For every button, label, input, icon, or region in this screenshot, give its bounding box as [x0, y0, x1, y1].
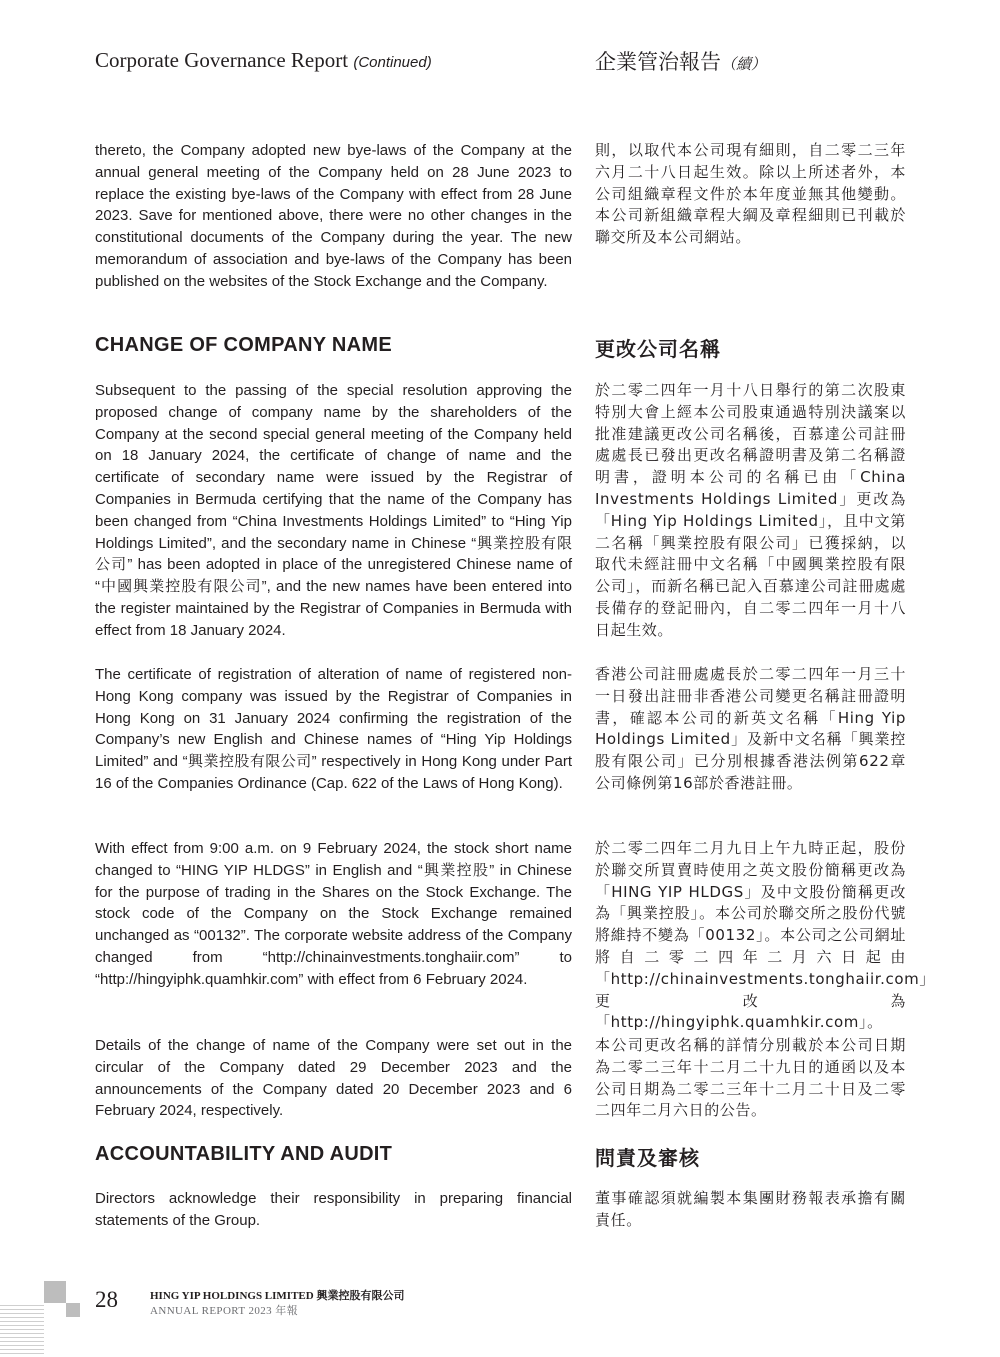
section-heading-name-change-zh: 更改公司名稱 [595, 337, 721, 361]
header-continued-en: (Continued) [353, 54, 432, 71]
name-change-paragraph-3-en: With effect from 9:00 a.m. on 9 February 2024, the stock short name changed to “HING YIP HLDGS” in English and “興業控股” in Chinese for the purpose of trading in the Shares on the Stock Exchange. The stock code of the Company on the Stock Exchange remained unchanged as “00132”. The corporate website address of the Company changed from “http://chinainvestments.tonghaiir.com” to “http://hingyiphk.quamhkir.com” with effect from 6 February 2024. [95, 840, 572, 988]
name-change-paragraph-4-en: Details of the change of name of the Company were set out in the circular of the Company dated 29 December 2023 and the announcements of the Company dated 20 December 2023 and 6 February 2024, respectively. [95, 1037, 572, 1120]
running-header-zh [595, 46, 766, 76]
header-title-en: Corporate Governance Report [95, 48, 349, 72]
section-heading-name-change-en: CHANGE OF COMPANY NAME [95, 334, 392, 356]
name-change-paragraph-2-en: The certificate of registration of alteration of name of registered non-Hong Kong company was issued by the Registrar of Companies in Hong Kong on 31 January 2024 confirming the registration of the Company’s new English and Chinese names of “Hing Yip Holdings Limited” and “興業控股有限公司” respectively in Hong Kong under Part 16 of the Companies Ordinance (Cap. 622 of the Laws of Hong Kong). [95, 666, 572, 792]
header-title-zh: 企業管治報告 [595, 50, 721, 74]
footer-annual-report: ANNUAL REPORT 2023 年報 [150, 1305, 298, 1317]
running-header-en [95, 48, 432, 73]
name-change-paragraph-3-zh: 於二零二四年二月九日上午九時正起，股份於聯交所買賣時使用之英文股份簡稱更改為「HING YIP HLDGS」及中文股份簡稱更改為「興業控股」。本公司於聯交所之股份代號將維持不變為「00132」。本公司之公司網址將自二零二四年二月六日起由「http://chinainvestments.tonghaiir.com」更改為「http://hingyiphk.quamhkir.com」。 [595, 839, 935, 1032]
section-heading-audit-zh: 問責及審核 [595, 1146, 700, 1170]
footer-stripe-decoration [0, 1305, 44, 1357]
name-change-paragraph-4-zh: 本公司更改名稱的詳情分別載於本公司日期為二零二三年十二月二十九日的通函以及本公司日期為二零二三年十二月二十日及二零二四年二月六日的公告。 [595, 1036, 906, 1120]
footer-company-name: HING YIP HOLDINGS LIMITED 興業控股有限公司 [150, 1290, 405, 1302]
page-number: 28 [95, 1287, 118, 1312]
name-change-paragraph-1-zh: 於二零二四年一月十八日舉行的第二次股東特別大會上經本公司股東通過特別決議案以批准建議更改公司名稱後，百慕達公司註冊處處長已發出更改名稱證明書及第二名稱證明書，證明本公司的名稱已由「China Investments Holdings Limited」更改為「Hing Yip Holdings Limited」，且中文第二名稱「興業控股有限公司」已獲採納，以取代未經註冊中文名稱「中國興業控股有限公司」，而新名稱已記入百慕達公司註冊處處長備存的登記冊內，自二零二四年一月十八日起生效。 [595, 381, 906, 639]
footer-square-decoration [44, 1281, 66, 1303]
name-change-paragraph-2-zh: 香港公司註冊處處長於二零二四年一月三十一日發出註冊非香港公司變更名稱註冊證明書，確認本公司的新英文名稱「Hing Yip Holdings Limited」及新中文名稱「興業控股有限公司」已分別根據香港法例第622章公司條例第16部於香港註冊。 [595, 665, 906, 792]
name-change-paragraph-1-en: Subsequent to the passing of the special resolution approving the proposed change of company name by the shareholders of the Company at the second special general meeting of the Company held on 18 January 2024, the certificate of change of name and the certificate of secondary name were issued by the Registrar of Companies in Bermuda certifying that the name of the Company has been changed from “China Investments Holdings Limited” to “Hing Yip Holdings Limited”, and the secondary name in Chinese “興業控股有限公司” has been adopted in place of the unregistered Chinese name of “中國興業控股有限公司”, and the new names have been entered into the register maintained by the Registrar of Companies in Bermuda with effect from 18 January 2024. [95, 382, 572, 639]
intro-paragraph-zh: 則，以取代本公司現有細則，自二零二三年六月二十八日起生效。除以上所述者外，本公司組織章程文件於本年度並無其他變動。本公司新組織章程大綱及章程細則已刊載於聯交所及本公司網站。 [595, 141, 906, 247]
intro-paragraph-en: thereto, the Company adopted new bye-laws of the Company at the annual general meeting of the Company held on 28 June 2023 to replace the existing bye-laws of the Company with effect from 28 June 2023. Save for mentioned above, there were no other changes in the constitutional documents of the Company during the year. The new memorandum of association and bye-laws of the Company has been published on the websites of the Stock Exchange and the Company. [95, 142, 572, 290]
audit-paragraph-en: Directors acknowledge their responsibility in preparing financial statements of the Group. [95, 1190, 572, 1229]
header-continued-zh: （續） [721, 55, 767, 73]
section-heading-audit-en: ACCOUNTABILITY AND AUDIT [95, 1143, 393, 1165]
footer-small-square-decoration [66, 1303, 80, 1317]
audit-paragraph-zh: 董事確認須就編製本集團財務報表承擔有關責任。 [595, 1189, 906, 1229]
